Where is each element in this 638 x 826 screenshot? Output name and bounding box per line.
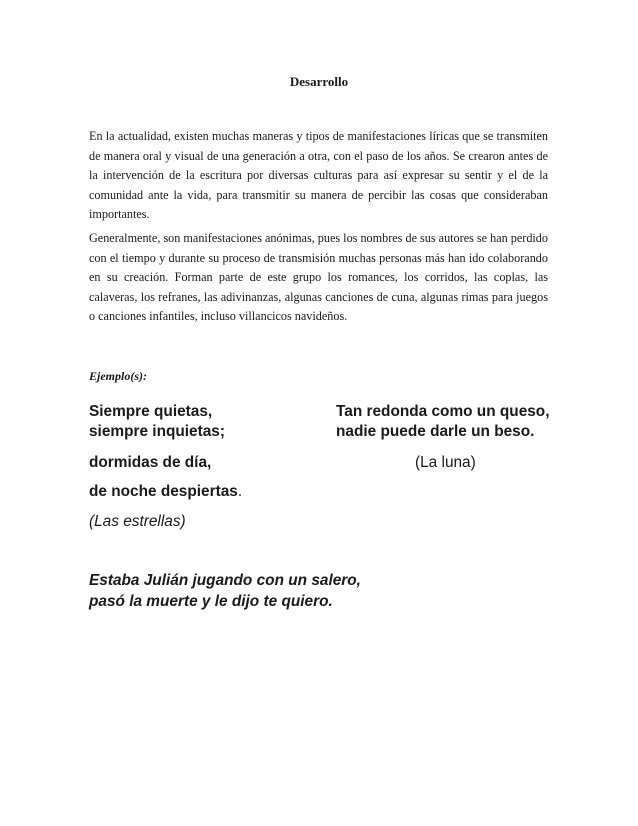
page-title: Desarrollo xyxy=(289,74,349,89)
paragraph-intro: En la actualidad, existen muchas maneras y tipos de manifestaciones líricas que se transmiten de manera oral y visual de una generación a otra, con el paso de los años. Se crearon antes de la intervención de la escritura por diversas culturas para así expresar su sentir y el de la comunidad ante la vida, para transmitir su manera de percibir las cosas que consideraban importantes. xyxy=(89,129,548,221)
riddle-1-line-2: siempre inquietas; xyxy=(89,423,225,440)
riddle-1-line-4-punct: . xyxy=(237,483,243,500)
example-label: Ejemplo(s): xyxy=(89,369,147,383)
riddle-2-line-2: nadie puede darle un beso. xyxy=(336,423,535,440)
paragraph-anonymous: Generalmente, son manifestaciones anónimas, pues los nombres de sus autores se han perdido con el tiempo y durante su proceso de transmisión muchas personas más han ido colaborando en su creación. Forman parte de este grupo los romances, los corridos, las coplas, las calaveras, los refranes, las adivinanzas, algunas canciones de cuna, algunas rimas para juegos o canciones infantiles, incluso villancicos navideños. xyxy=(89,231,548,323)
riddle-2-answer: (La luna) xyxy=(415,454,476,471)
riddle-1-line-4 xyxy=(89,481,242,502)
riddle-3-line-1: Estaba Julián jugando con un salero, xyxy=(89,572,361,589)
riddle-1-line-4-text: de noche despiertas xyxy=(89,483,238,500)
riddle-1-answer: (Las estrellas) xyxy=(89,513,186,530)
riddle-1-line-3: dormidas de día, xyxy=(89,454,212,471)
riddle-3-line-2: pasó la muerte y le dijo te quiero. xyxy=(89,593,333,610)
riddle-1-line-1: Siempre quietas, xyxy=(89,403,213,420)
riddle-2-line-1: Tan redonda como un queso, xyxy=(336,403,550,420)
